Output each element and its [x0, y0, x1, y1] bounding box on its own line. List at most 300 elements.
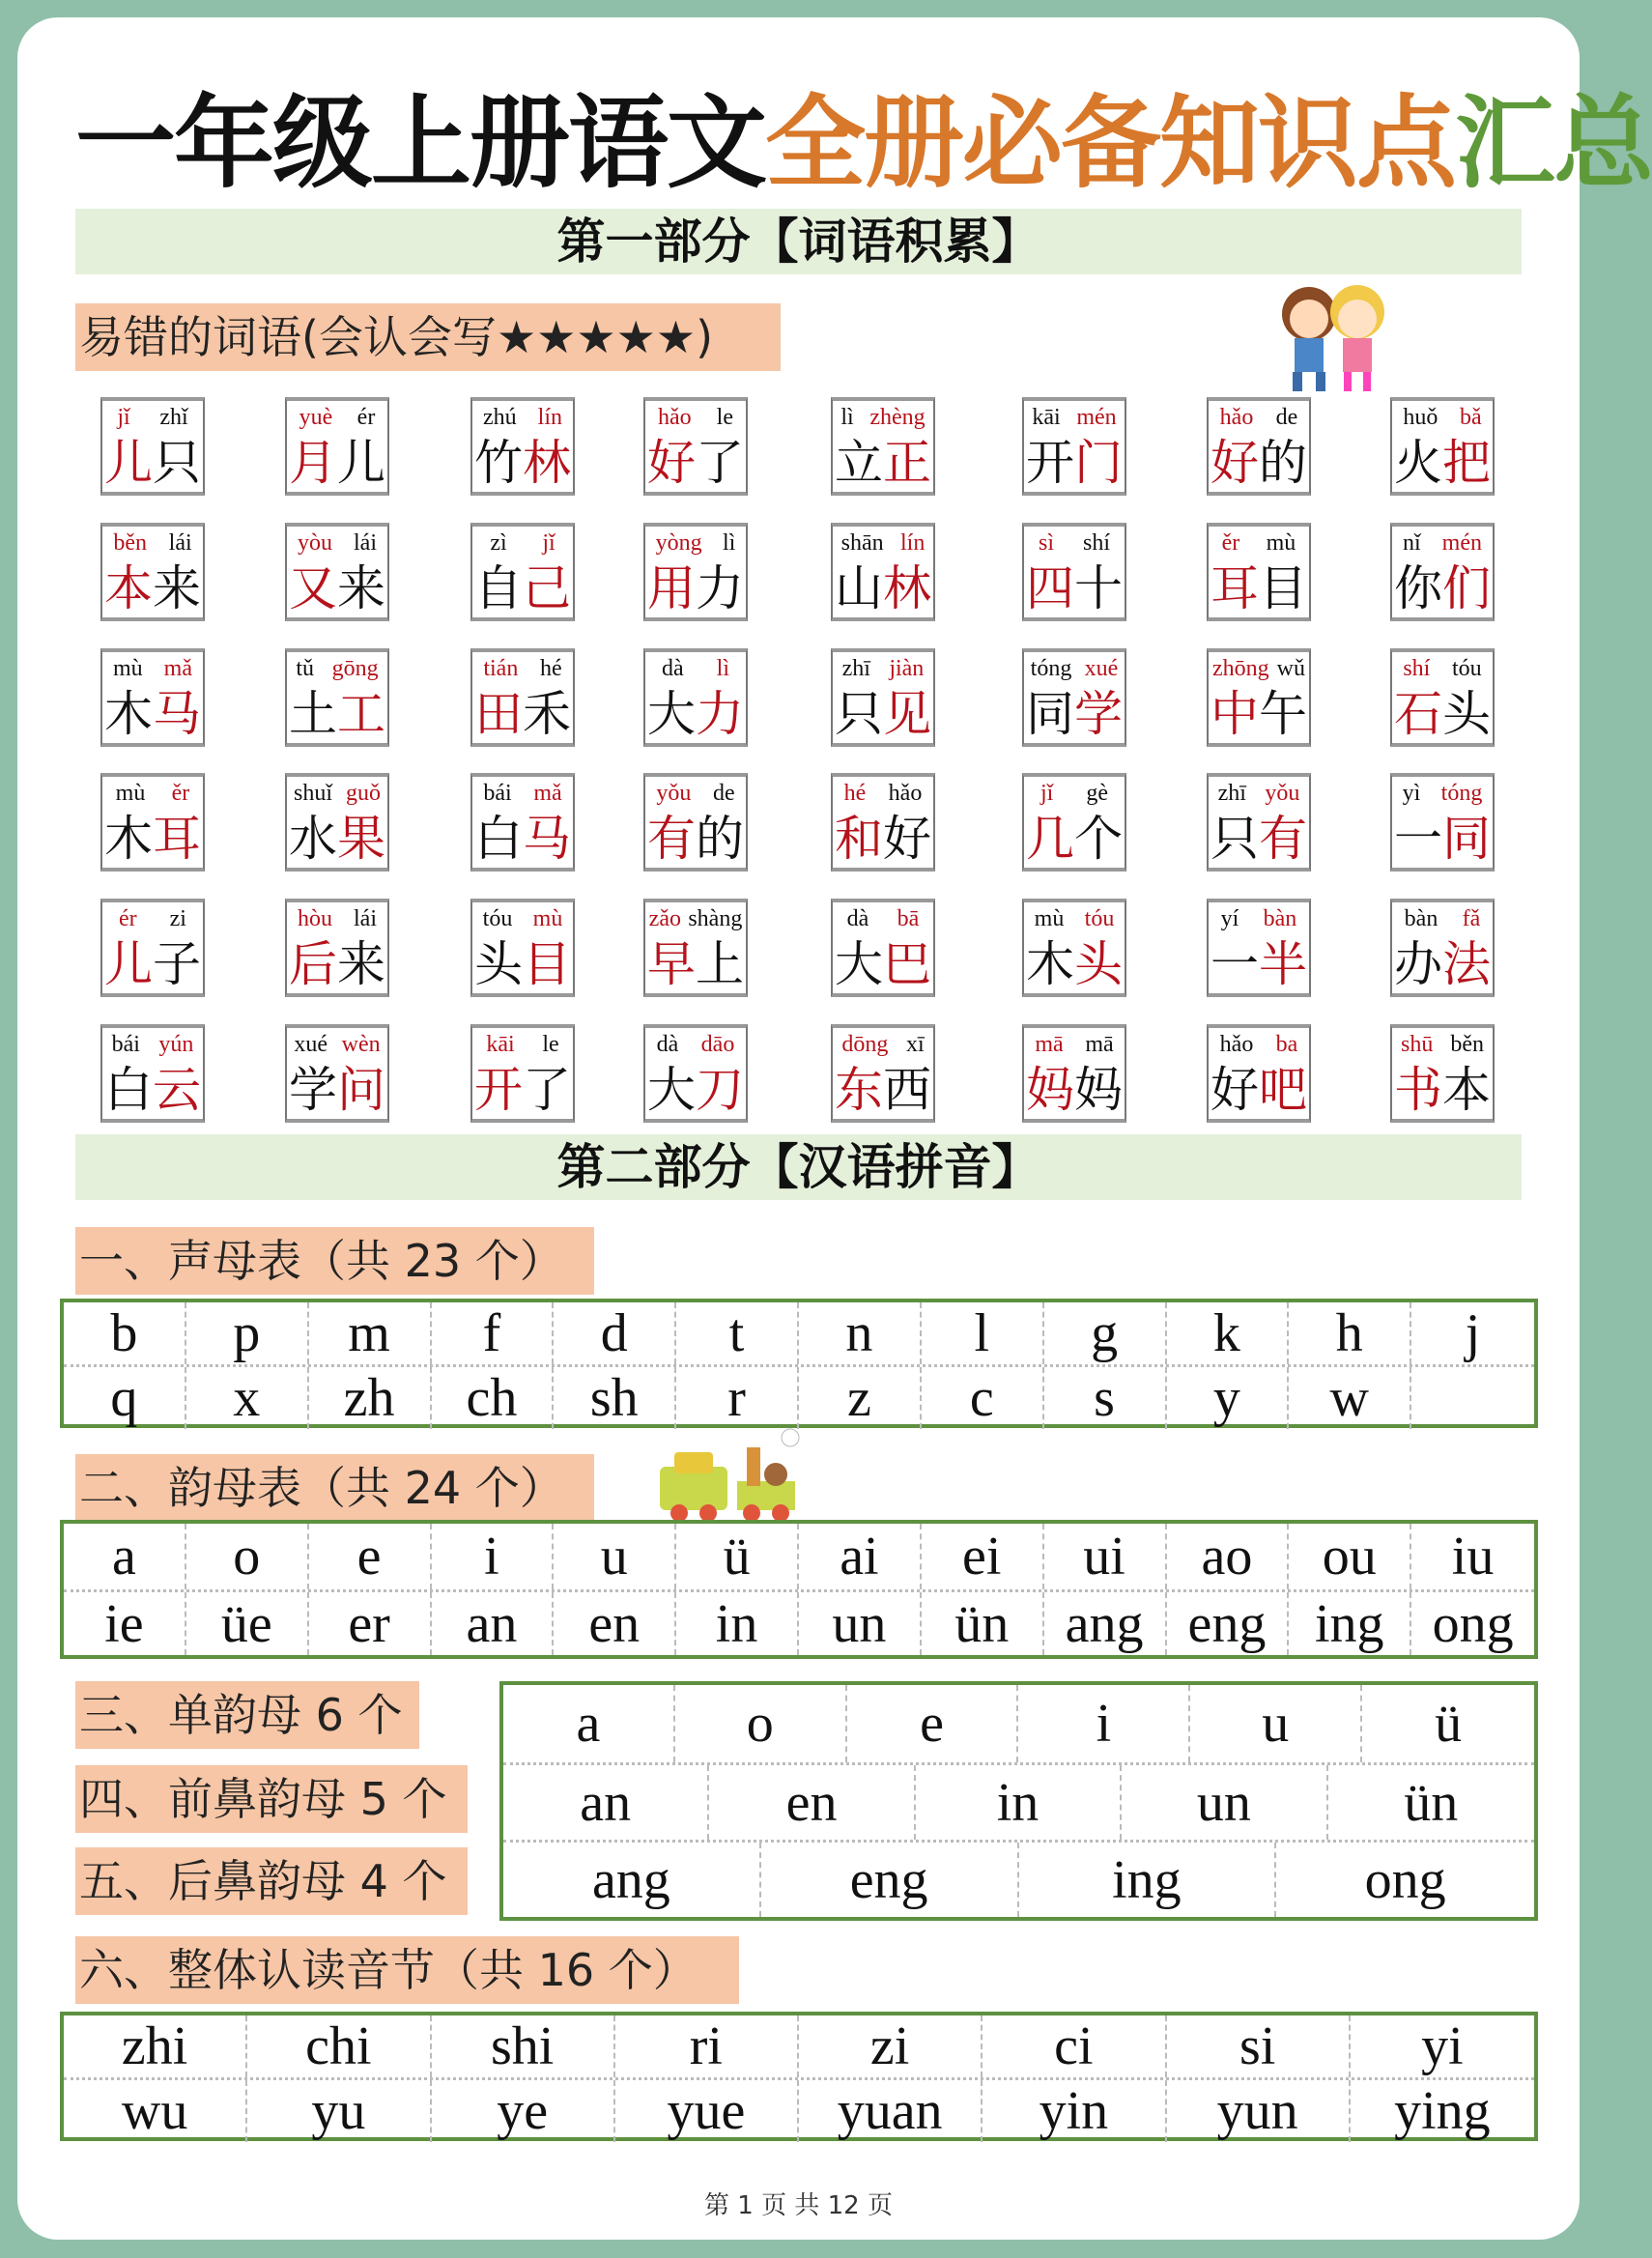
pinyin-syllable: yòu	[298, 530, 332, 556]
pinyin-syllable: jǐ	[117, 405, 130, 430]
word-pinyin	[1209, 530, 1309, 556]
word-pinyin	[287, 906, 387, 931]
word-card	[1207, 1024, 1311, 1123]
word-pinyin	[833, 530, 933, 556]
word-hanzi	[645, 935, 746, 993]
word-hanzi	[1392, 1061, 1493, 1119]
word-hanzi	[102, 1061, 203, 1119]
train-illustration-icon	[655, 1428, 814, 1525]
word-card	[643, 397, 748, 496]
pinyin-cell: chi	[247, 2015, 431, 2077]
hanzi-char: 同	[1442, 811, 1491, 867]
pinyin-syllable: bǎ	[1460, 405, 1482, 430]
pinyin-syllable: tóu	[1452, 656, 1482, 681]
word-hanzi	[472, 434, 573, 492]
qian-yunmu-label: 四、前鼻韵母 5 个	[75, 1765, 468, 1833]
pinyin-syllable: zì	[490, 530, 507, 556]
word-hanzi	[1392, 434, 1493, 492]
word-card	[1207, 397, 1311, 496]
hanzi-char: 石	[1394, 686, 1442, 742]
word-hanzi	[102, 935, 203, 993]
hanzi-char: 上	[696, 936, 744, 992]
hanzi-char: 白	[104, 1062, 153, 1118]
pinyin-syllable: mù	[1266, 530, 1296, 556]
pinyin-cell: an	[503, 1765, 709, 1840]
hanzi-char: 刀	[696, 1062, 744, 1118]
pinyin-cell: zhi	[64, 2015, 247, 2077]
word-card	[285, 1024, 389, 1123]
word-hanzi	[1209, 1061, 1309, 1119]
hanzi-char: 力	[696, 560, 744, 616]
hanzi-char: 山	[835, 560, 883, 616]
word-pinyin	[102, 781, 203, 806]
word-card	[470, 899, 575, 997]
word-hanzi	[1392, 935, 1493, 993]
pinyin-cell: i	[432, 1524, 555, 1589]
word-hanzi	[1024, 810, 1125, 868]
pinyin-cell: zh	[309, 1367, 432, 1429]
pinyin-cell: ie	[64, 1592, 186, 1655]
hanzi-char: 来	[337, 560, 385, 616]
pinyin-syllable: dāo	[700, 1032, 735, 1057]
pinyin-cell: en	[554, 1592, 676, 1655]
hanzi-char: 本	[1442, 1062, 1491, 1118]
hanzi-char: 水	[289, 811, 337, 867]
pinyin-syllable: lì	[716, 656, 729, 681]
pinyin-syllable: tóu	[1084, 906, 1115, 931]
pinyin-syllable: mén	[1441, 530, 1482, 556]
pinyin-syllable: hǎo	[1219, 405, 1254, 430]
hanzi-char: 火	[1394, 435, 1442, 491]
hanzi-char: 又	[289, 560, 337, 616]
word-pinyin	[1024, 656, 1125, 681]
word-hanzi	[1392, 685, 1493, 743]
pinyin-syllable: ěr	[1221, 530, 1240, 556]
shengmu-table	[60, 1299, 1538, 1428]
pinyin-cell: o	[675, 1685, 847, 1762]
word-hanzi	[833, 685, 933, 743]
hanzi-char: 儿	[337, 435, 385, 491]
pinyin-cell: ang	[503, 1843, 761, 1917]
word-card	[470, 773, 575, 872]
hanzi-char: 白	[474, 811, 523, 867]
word-pinyin	[1209, 405, 1309, 430]
pinyin-cell: sh	[554, 1367, 676, 1429]
pinyin-cell: f	[432, 1302, 555, 1364]
word-pinyin	[833, 656, 933, 681]
pinyin-syllable: hé	[843, 781, 867, 806]
hanzi-char: 妈	[1026, 1062, 1074, 1118]
word-pinyin	[472, 906, 573, 931]
pinyin-syllable: hé	[540, 656, 562, 681]
table-row	[64, 2015, 1534, 2077]
pinyin-cell: iu	[1451, 1527, 1495, 1586]
hanzi-char: 来	[337, 936, 385, 992]
word-card	[643, 1024, 748, 1123]
pinyin-syllable: shū	[1401, 1032, 1434, 1057]
table-row	[503, 1840, 1534, 1917]
word-hanzi	[1392, 810, 1493, 868]
pinyin-syllable: guǒ	[345, 781, 381, 806]
hanzi-char: 吧	[1259, 1062, 1307, 1118]
word-hanzi	[287, 434, 387, 492]
hanzi-char: 一	[1394, 811, 1442, 867]
hanzi-char: 正	[883, 435, 931, 491]
pinyin-syllable: yún	[158, 1032, 194, 1057]
pinyin-cell: zi	[799, 2015, 983, 2077]
hanzi-char: 午	[1259, 686, 1307, 742]
word-pinyin	[645, 1032, 746, 1057]
word-card	[643, 648, 748, 747]
hanzi-char: 开	[1026, 435, 1074, 491]
pinyin-syllable: bàn	[1263, 906, 1297, 931]
word-hanzi	[833, 810, 933, 868]
word-hanzi	[472, 685, 573, 743]
hanzi-char: 好	[883, 811, 931, 867]
yunmu-category-table	[499, 1681, 1538, 1921]
word-hanzi	[1024, 559, 1125, 617]
word-pinyin	[102, 656, 203, 681]
pinyin-syllable: le	[542, 1032, 559, 1057]
hanzi-char: 木	[104, 811, 153, 867]
word-card	[643, 899, 748, 997]
hanzi-char: 同	[1026, 686, 1074, 742]
word-pinyin	[1209, 906, 1309, 931]
pinyin-cell: eng	[1167, 1592, 1290, 1655]
word-hanzi	[1209, 559, 1309, 617]
hanzi-char: 问	[337, 1062, 385, 1118]
pinyin-cell: s	[1044, 1367, 1167, 1429]
hanzi-char: 早	[647, 936, 696, 992]
pinyin-cell	[1411, 1367, 1534, 1429]
word-pinyin	[287, 405, 387, 430]
word-hanzi	[102, 810, 203, 868]
hanzi-char: 耳	[1211, 560, 1259, 616]
word-pinyin	[1392, 906, 1493, 931]
word-pinyin	[1392, 656, 1493, 681]
pinyin-syllable: ér	[356, 405, 376, 430]
hanzi-char: 学	[289, 1062, 337, 1118]
pinyin-cell: q	[64, 1367, 186, 1429]
word-card	[1022, 648, 1126, 747]
word-pinyin	[1024, 906, 1125, 931]
pinyin-cell: t	[676, 1302, 799, 1364]
word-card	[1390, 773, 1495, 872]
pinyin-cell: ü	[1435, 1694, 1463, 1754]
pinyin-syllable: lái	[168, 530, 192, 556]
pinyin-syllable: ba	[1275, 1032, 1298, 1057]
title-part2: 全册必备知识点	[765, 84, 1456, 202]
pinyin-cell: z	[799, 1367, 922, 1429]
pinyin-cell: n	[799, 1302, 922, 1364]
word-card	[285, 397, 389, 496]
word-card	[831, 523, 935, 621]
section1-subheading: 易错的词语(会认会写★★★★★)	[75, 303, 781, 371]
hanzi-char: 果	[337, 811, 385, 867]
hanzi-char: 马	[523, 811, 571, 867]
hanzi-char: 有	[1259, 811, 1307, 867]
pinyin-cell: b	[64, 1302, 186, 1364]
word-card	[1022, 1024, 1126, 1123]
pinyin-cell: ri	[615, 2015, 799, 2077]
pinyin-cell: j	[1465, 1303, 1481, 1363]
pinyin-cell: in	[916, 1765, 1122, 1840]
pinyin-syllable: hǎo	[1219, 1032, 1254, 1057]
word-pinyin	[102, 405, 203, 430]
word-pinyin	[472, 530, 573, 556]
pinyin-syllable: tóng	[1440, 781, 1483, 806]
pinyin-cell: r	[676, 1367, 799, 1429]
word-pinyin	[287, 781, 387, 806]
word-card	[100, 397, 205, 496]
word-card	[1390, 1024, 1495, 1123]
pinyin-syllable: tóng	[1030, 656, 1072, 681]
word-hanzi	[472, 1061, 573, 1119]
pinyin-syllable: tián	[483, 656, 519, 681]
pinyin-syllable: wǔ	[1276, 656, 1305, 681]
hanzi-char: 只	[153, 435, 201, 491]
pinyin-syllable: le	[716, 405, 733, 430]
pinyin-syllable: zǎo	[648, 906, 681, 931]
pinyin-syllable: lái	[354, 530, 377, 556]
pinyin-syllable: mù	[1034, 906, 1065, 931]
pinyin-syllable: hǎo	[888, 781, 923, 806]
pinyin-cell: ei	[922, 1524, 1044, 1589]
word-card	[1390, 397, 1495, 496]
hanzi-char: 目	[523, 936, 571, 992]
pinyin-cell: e	[847, 1685, 1019, 1762]
word-hanzi	[1392, 559, 1493, 617]
pinyin-cell: ang	[1044, 1592, 1167, 1655]
pinyin-cell: ing	[1019, 1843, 1277, 1917]
word-card	[1390, 523, 1495, 621]
word-hanzi	[1209, 935, 1309, 993]
pinyin-syllable: yǒu	[1265, 781, 1300, 806]
word-card	[1022, 773, 1126, 872]
pinyin-syllable: tóu	[482, 906, 513, 931]
hanzi-char: 本	[104, 560, 153, 616]
word-hanzi	[833, 559, 933, 617]
table-row	[503, 1685, 1534, 1762]
hanzi-char: 大	[647, 686, 696, 742]
pinyin-cell: ou	[1289, 1524, 1411, 1589]
pinyin-syllable: lín	[899, 530, 926, 556]
hanzi-char: 西	[883, 1062, 931, 1118]
word-pinyin	[1392, 405, 1493, 430]
pinyin-cell: en	[709, 1765, 915, 1840]
pinyin-syllable: lín	[537, 405, 562, 430]
word-hanzi	[645, 434, 746, 492]
hanzi-char: 好	[1211, 435, 1259, 491]
hanzi-char: 几	[1026, 811, 1074, 867]
hanzi-char: 书	[1394, 1062, 1442, 1118]
word-card	[643, 523, 748, 621]
word-pinyin	[102, 530, 203, 556]
pinyin-cell: ui	[1044, 1524, 1167, 1589]
word-pinyin	[1392, 1032, 1493, 1057]
word-pinyin	[287, 1032, 387, 1057]
hanzi-char: 云	[153, 1062, 201, 1118]
word-pinyin	[1209, 781, 1309, 806]
pinyin-syllable: yì	[1402, 781, 1421, 806]
pinyin-cell: ün	[1404, 1772, 1459, 1833]
children-illustration-icon	[1261, 275, 1406, 396]
hanzi-char: 马	[153, 686, 201, 742]
word-hanzi	[645, 685, 746, 743]
word-hanzi	[833, 434, 933, 492]
hanzi-char: 妈	[1074, 1062, 1123, 1118]
word-hanzi	[472, 810, 573, 868]
pinyin-syllable: tǔ	[296, 656, 314, 681]
pinyin-syllable: jǐ	[542, 530, 555, 556]
pinyin-syllable: xī	[905, 1032, 925, 1057]
shengmu-label: 一、声母表（共 23 个）	[75, 1227, 594, 1295]
word-pinyin	[1392, 781, 1493, 806]
word-hanzi	[1024, 685, 1125, 743]
pinyin-syllable: mā	[1085, 1032, 1114, 1057]
word-card	[831, 397, 935, 496]
hanzi-char: 自	[474, 560, 523, 616]
word-pinyin	[645, 405, 746, 430]
table-row	[64, 2077, 1534, 2142]
pinyin-syllable: sì	[1038, 530, 1054, 556]
word-pinyin	[1024, 781, 1125, 806]
hanzi-char: 东	[835, 1062, 883, 1118]
pinyin-cell: in	[676, 1592, 799, 1655]
table-row	[64, 1364, 1534, 1429]
hanzi-char: 耳	[153, 811, 201, 867]
hanzi-char: 巴	[883, 936, 931, 992]
pinyin-syllable: wèn	[341, 1032, 381, 1057]
pinyin-cell: m	[309, 1302, 432, 1364]
hanzi-char: 头	[1442, 686, 1491, 742]
word-pinyin	[645, 656, 746, 681]
hanzi-char: 竹	[474, 435, 523, 491]
hanzi-char: 的	[1259, 435, 1307, 491]
word-hanzi	[1209, 810, 1309, 868]
word-pinyin	[833, 405, 933, 430]
pinyin-cell: un	[799, 1592, 922, 1655]
pinyin-cell: er	[309, 1592, 432, 1655]
word-hanzi	[645, 1061, 746, 1119]
word-hanzi	[1209, 685, 1309, 743]
hanzi-char: 们	[1442, 560, 1491, 616]
word-pinyin	[1392, 530, 1493, 556]
hanzi-char: 和	[835, 811, 883, 867]
pinyin-syllable: ér	[119, 906, 137, 931]
pinyin-syllable: fǎ	[1462, 906, 1481, 931]
pinyin-syllable: mù	[115, 781, 146, 806]
word-pinyin	[472, 405, 573, 430]
word-card	[831, 773, 935, 872]
hanzi-char: 田	[474, 686, 523, 742]
pinyin-syllable: kāi	[486, 1032, 515, 1057]
pinyin-syllable: gōng	[331, 656, 379, 681]
hanzi-char: 办	[1394, 936, 1442, 992]
pinyin-cell: a	[503, 1685, 675, 1762]
hanzi-char: 禾	[523, 686, 571, 742]
pinyin-cell: u	[1190, 1685, 1362, 1762]
hanzi-char: 四	[1026, 560, 1074, 616]
pinyin-syllable: zhī	[841, 656, 870, 681]
pinyin-syllable: bā	[897, 906, 920, 931]
word-card	[1022, 899, 1126, 997]
pinyin-cell: e	[309, 1524, 432, 1589]
pinyin-syllable: shuǐ	[293, 781, 332, 806]
pinyin-cell: c	[922, 1367, 1044, 1429]
word-card	[285, 773, 389, 872]
hanzi-char: 立	[835, 435, 883, 491]
hanzi-char: 大	[647, 1062, 696, 1118]
zhengti-table	[60, 2012, 1538, 2141]
section1-heading: 第一部分【词语积累】	[75, 209, 1522, 274]
pinyin-cell: d	[554, 1302, 676, 1364]
word-card	[100, 773, 205, 872]
word-pinyin	[833, 906, 933, 931]
pinyin-syllable: bái	[111, 1032, 140, 1057]
pinyin-syllable: shí	[1403, 656, 1431, 681]
hanzi-char: 目	[1259, 560, 1307, 616]
hanzi-char: 法	[1442, 936, 1491, 992]
word-hanzi	[645, 810, 746, 868]
hanzi-char: 你	[1394, 560, 1442, 616]
hanzi-char: 只	[1211, 811, 1259, 867]
pinyin-cell: ci	[983, 2015, 1166, 2077]
pinyin-syllable: ěr	[171, 781, 190, 806]
word-card	[831, 648, 935, 747]
pinyin-cell: yu	[247, 2080, 431, 2142]
word-card	[470, 648, 575, 747]
hanzi-char: 头	[474, 936, 523, 992]
pinyin-syllable: zhú	[483, 405, 517, 430]
pinyin-syllable: běn	[113, 530, 147, 556]
pinyin-syllable: shān	[840, 530, 884, 556]
word-card	[1207, 773, 1311, 872]
pinyin-cell: h	[1289, 1302, 1411, 1364]
word-hanzi	[833, 935, 933, 993]
hanzi-char: 己	[523, 560, 571, 616]
hanzi-char: 见	[883, 686, 931, 742]
hanzi-char: 头	[1074, 936, 1123, 992]
pinyin-cell: ong	[1432, 1593, 1514, 1654]
pinyin-syllable: kāi	[1032, 405, 1061, 430]
pinyin-syllable: jiàn	[889, 656, 925, 681]
pinyin-syllable: lì	[722, 530, 736, 556]
word-pinyin	[1024, 405, 1125, 430]
pinyin-syllable: mā	[1035, 1032, 1064, 1057]
pinyin-syllable: yuè	[299, 405, 333, 430]
pinyin-syllable: mù	[113, 656, 143, 681]
pinyin-cell: k	[1167, 1302, 1290, 1364]
pinyin-syllable: mù	[532, 906, 563, 931]
word-card	[1207, 899, 1311, 997]
hanzi-char: 中	[1211, 686, 1259, 742]
word-hanzi	[472, 559, 573, 617]
hanzi-char: 工	[337, 686, 385, 742]
pinyin-syllable: yòng	[655, 530, 702, 556]
hanzi-char: 好	[647, 435, 696, 491]
pinyin-cell: ao	[1167, 1524, 1290, 1589]
table-row	[64, 1524, 1534, 1589]
hanzi-char: 后	[289, 936, 337, 992]
pinyin-syllable: mǎ	[163, 656, 192, 681]
word-card	[100, 899, 205, 997]
hanzi-char: 好	[1211, 1062, 1259, 1118]
hanzi-char: 来	[153, 560, 201, 616]
title-part3: 汇总	[1455, 84, 1652, 202]
pinyin-cell: a	[64, 1524, 186, 1589]
hanzi-char: 开	[474, 1062, 523, 1118]
